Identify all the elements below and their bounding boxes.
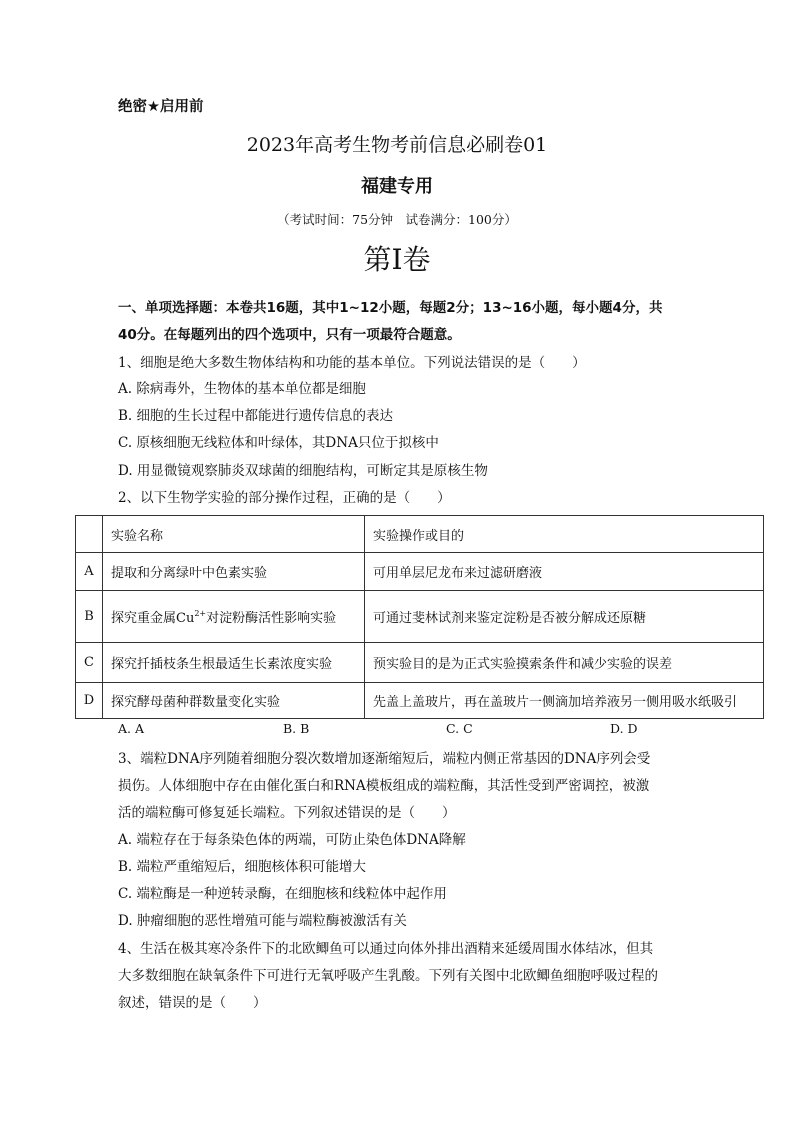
section-heading-line2: 40分。在每题列出的四个选项中，只有一项最符合题意。: [118, 327, 461, 343]
row-name-sup: 2+: [194, 609, 207, 618]
table-header-key: [76, 516, 103, 553]
row-name-post: 对淀粉酶活性影响实验: [206, 611, 337, 626]
table-header-op: 实验操作或目的: [365, 516, 764, 553]
volume-title: 第I卷: [363, 243, 431, 276]
q1-option-a: A. 除病毒外，生物体的基本单位都是细胞: [118, 381, 366, 397]
exam-info: （考试时间：75分钟 试卷满分：100分）: [277, 212, 517, 227]
q1-option-b: B. 细胞的生长过程中都能进行遗传信息的表达: [118, 408, 394, 424]
table-row: [76, 683, 764, 719]
row-op: 先盖上盖玻片，再在盖玻片一侧滴加培养液另一侧用吸水纸吸引: [365, 683, 764, 719]
table-row: [76, 643, 764, 683]
section-heading-line1: 一、单项选择题：本卷共16题，其中1~12小题，每题2分；13~16小题，每小题4分，共: [118, 300, 663, 316]
row-name-pre: 探究重金属Cu: [111, 611, 195, 626]
table-row: [76, 553, 764, 591]
q3-stem-line2: 损伤。人体细胞中存在由催化蛋白和RNA模板组成的端粒酶，其活性受到严密调控，被激: [118, 778, 650, 794]
row-name: 探究酵母菌种群数量变化实验: [103, 683, 365, 719]
q3-option-d: D. 肿瘤细胞的恶性增殖可能与端粒酶被激活有关: [118, 913, 407, 929]
q2-answer-d: D. D: [610, 721, 638, 736]
row-op: 可用单层尼龙布来过滤研磨液: [365, 553, 764, 591]
table-header-row: [76, 516, 764, 553]
q3-stem-line3: 活的端粒酶可修复延长端粒。下列叙述错误的是（ ）: [118, 805, 456, 821]
exam-title: 2023年高考生物考前信息必刷卷01: [246, 134, 548, 156]
q1-option-d: D. 用显微镜观察肺炎双球菌的细胞结构，可断定其是原核生物: [118, 463, 488, 479]
q4-stem-line1: 4、生活在极其寒冷条件下的北欧鲫鱼可以通过向体外排出酒精来延缓周围水体结冰，但其: [118, 941, 654, 957]
q3-option-a: A. 端粒存在于每条染色体的两端，可防止染色体DNA降解: [118, 832, 466, 848]
q2-answer-a: A. A: [118, 721, 145, 736]
row-key: B: [76, 591, 103, 643]
table-row: [76, 591, 764, 643]
row-op: 可通过斐林试剂来鉴定淀粉是否被分解成还原糖: [365, 591, 764, 643]
q3-stem-line1: 3、端粒DNA序列随着细胞分裂次数增加逐渐缩短后，端粒内侧正常基因的DNA序列会受: [118, 751, 651, 767]
row-name: [103, 591, 365, 643]
q3-option-c: C. 端粒酶是一种逆转录酶，在细胞核和线粒体中起作用: [118, 886, 447, 902]
row-key: C: [76, 643, 103, 683]
q2-answer-c: C. C: [446, 721, 473, 736]
row-op: 预实验目的是为正式实验摸索条件和减少实验的误差: [365, 643, 764, 683]
q2-stem: 2、以下生物学实验的部分操作过程，正确的是（ ）: [118, 490, 451, 506]
q1-stem: 1、细胞是绝大多数生物体结构和功能的基本单位。下列说法错误的是（ ）: [118, 355, 586, 371]
q3-option-b: B. 端粒严重缩短后，细胞核体积可能增大: [118, 859, 367, 875]
q1-option-c: C. 原核细胞无线粒体和叶绿体，其DNA只位于拟核中: [118, 435, 439, 451]
row-name: 提取和分离绿叶中色素实验: [103, 553, 365, 591]
q4-stem-line3: 叙述，错误的是（ ）: [118, 995, 267, 1011]
q4-stem-line2: 大多数细胞在缺氧条件下可进行无氧呼吸产生乳酸。下列有关图中北欧鲫鱼细胞呼吸过程的: [118, 968, 658, 984]
q2-answer-b: B. B: [283, 721, 310, 736]
confidential-label: 绝密★启用前: [118, 99, 204, 115]
experiment-table: [75, 515, 764, 719]
exam-subtitle: 福建专用: [361, 176, 433, 197]
row-key: D: [76, 683, 103, 719]
row-key: A: [76, 553, 103, 591]
row-name: 探究扦插枝条生根最适生长素浓度实验: [103, 643, 365, 683]
table-header-name: 实验名称: [103, 516, 365, 553]
